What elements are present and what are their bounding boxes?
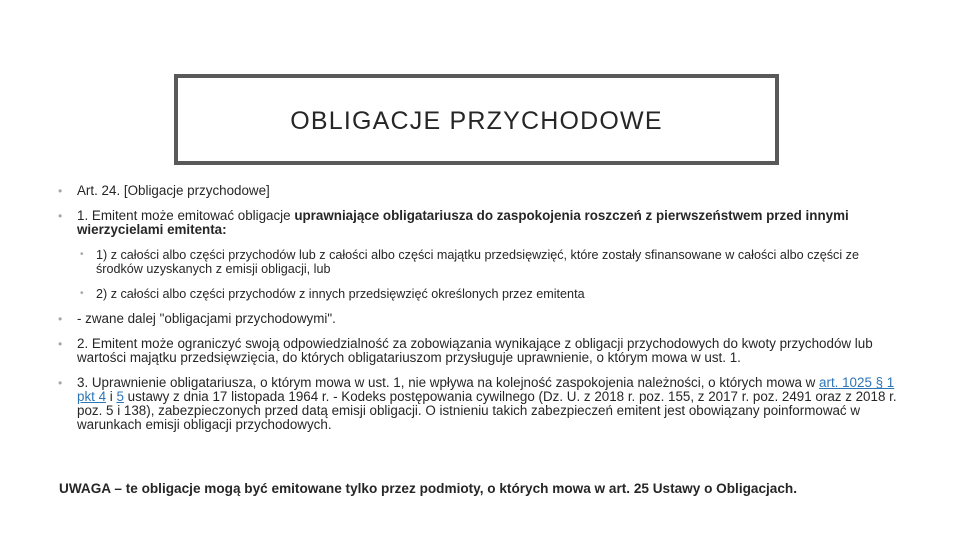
bullet-icon: • (58, 184, 63, 198)
bullet-icon: • (80, 249, 84, 260)
bullet-icon: • (58, 312, 63, 326)
paragraph-3-text: 3. Uprawnienie obligatariusza, o którym mowa w ust. 1, nie wpływa na kolejność zaspokojenia należności, o których mowa w (77, 375, 820, 390)
link-art-1025[interactable]: art. 1025 § 1 pkt 4 (77, 375, 895, 404)
paragraph-3-rest: ustawy z dnia 17 listopada 1964 r. - Kodeks postępowania cywilnego (Dz. U. z 2018 r. poz. 155, z 2017 r. poz. 2491 oraz z 2018 r. poz. 5 i 138), zabezpieczonych przed datą emisji obligacji. O istnieniu takich zabezpieczeń emitent jest obowiązany poinformować w warunkach emisji obligacji przychodowych. (77, 389, 897, 432)
list-item-definition (58, 312, 898, 326)
sub-item-1 (58, 248, 898, 276)
list-item-article (58, 184, 898, 198)
list-item-paragraph-2 (58, 337, 898, 365)
bullet-icon: • (58, 376, 63, 390)
article-heading: Art. 24. [Obligacje przychodowe] (77, 183, 270, 198)
sub-item-1-text: 1) z całości albo części przychodów lub z całości albo części majątku przedsięwzięć, które zostały sfinansowane w całości albo części ze środków uzyskanych z emisji obligacji, lub (96, 248, 859, 276)
link-pkt-5[interactable]: 5 (116, 389, 124, 404)
paragraph-2-text: 2. Emitent może ograniczyć swoją odpowiedzialność za zobowiązania wynikające z obligacji przychodowych do kwoty przychodów lub wartości majątku przedsięwzięcia, do których obligatariuszom przysługuje uprawnienie, o którym mowa w ust. 1. (77, 336, 873, 365)
paragraph-1-bold-text: uprawniające obligatariusza do zaspokojenia roszczeń z pierwszeństwem przed innymi wierzycielami emitenta: (77, 208, 849, 237)
paragraph-1-text: 1. Emitent może emitować obligacje (77, 208, 295, 223)
warning-note: UWAGA – te obligacje mogą być emitowane tylko przez podmioty, o których mowa w art. 25 Ustawy o Obligacjach. (59, 481, 798, 496)
sub-item-2 (58, 287, 898, 301)
definition-text: - zwane dalej "obligacjami przychodowymi". (77, 311, 336, 326)
content-list (58, 184, 898, 443)
slide-title: OBLIGACJE PRZYCHODOWE (290, 107, 663, 135)
bullet-icon: • (80, 288, 84, 299)
sub-item-2-text: 2) z całości albo części przychodów z innych przedsięwzięć określonych przez emitenta (96, 287, 585, 301)
list-item-paragraph-1 (58, 209, 898, 237)
list-item-paragraph-3 (58, 376, 898, 432)
bullet-icon: • (58, 337, 63, 351)
title-box (174, 74, 779, 165)
bullet-icon: • (58, 209, 63, 223)
paragraph-3-conjunction: i (106, 389, 117, 404)
